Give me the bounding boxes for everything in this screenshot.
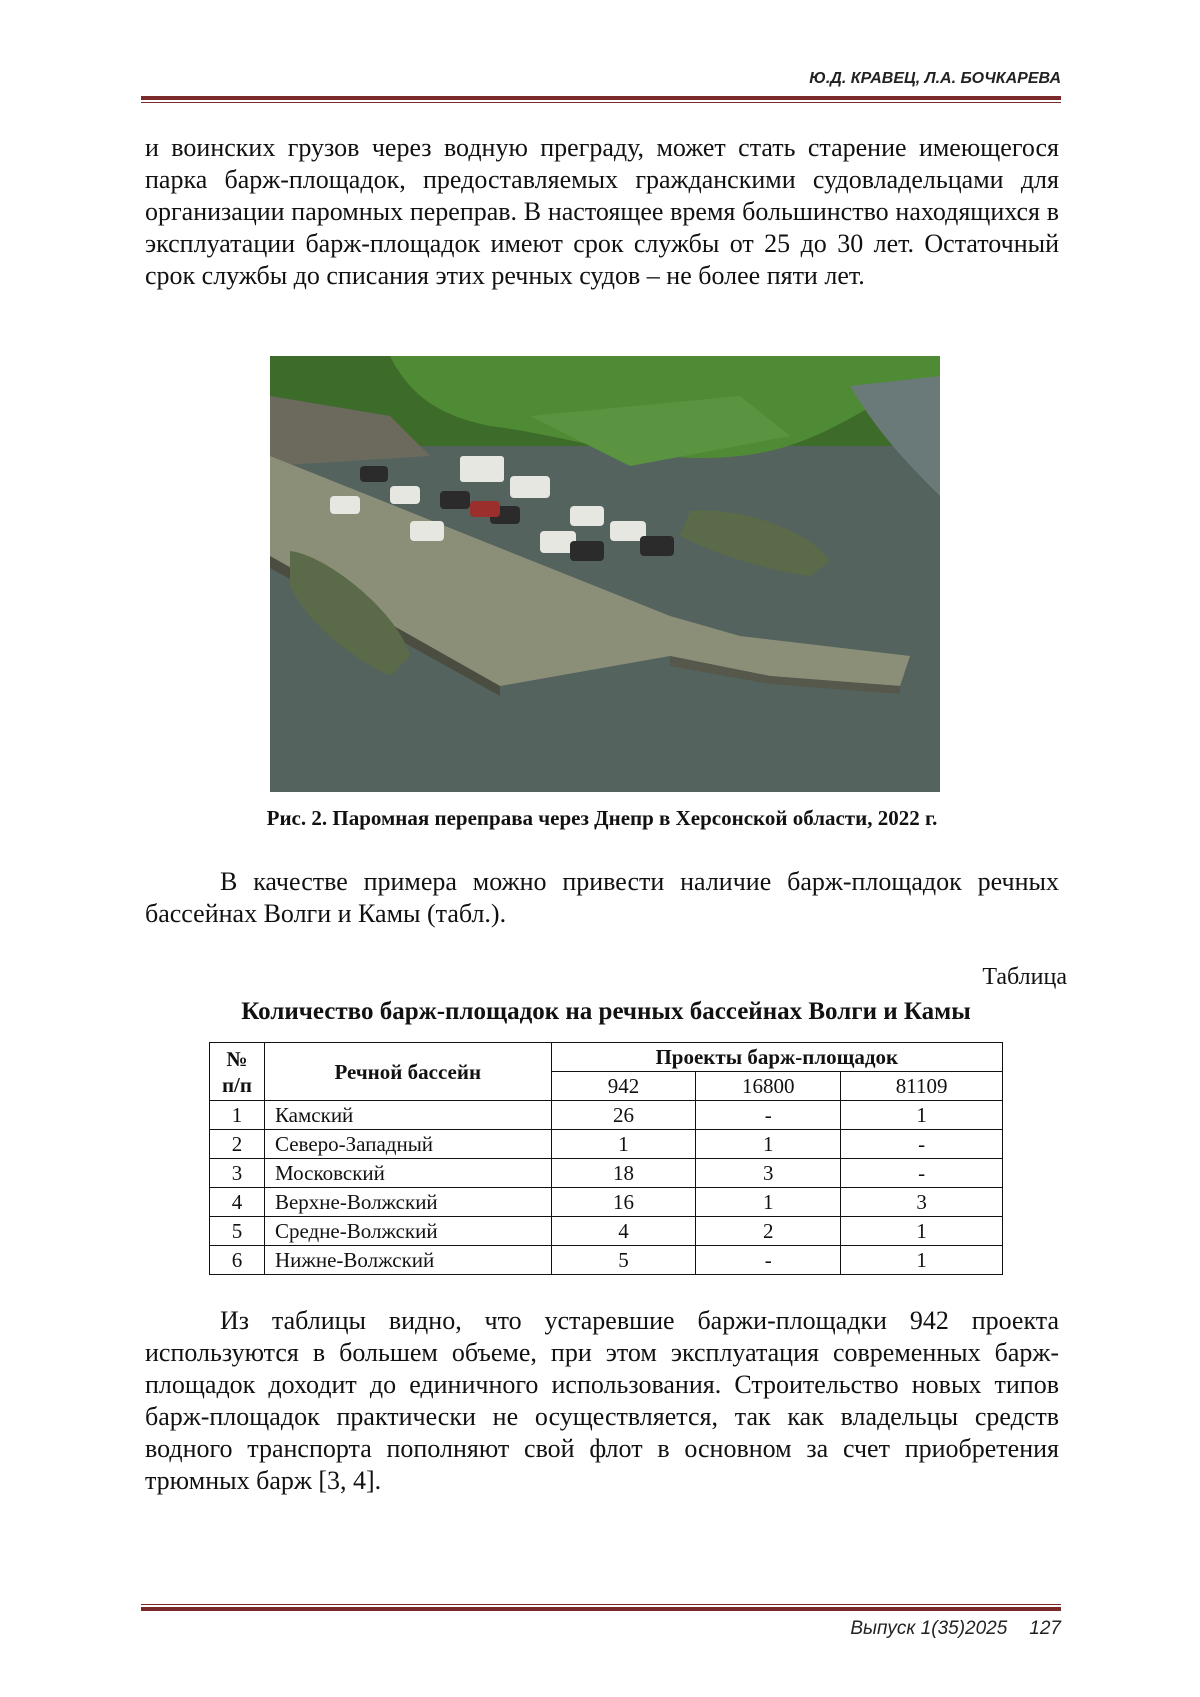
table-title: Количество барж-площадок на речных бассейнах Волги и Камы [241, 998, 971, 1025]
header-number: № п/п [210, 1043, 265, 1101]
header-project-942: 942 [551, 1072, 696, 1101]
page-number: 127 [1029, 1618, 1061, 1639]
cell-81109: 1 [841, 1246, 1003, 1275]
cell-942: 18 [551, 1159, 696, 1188]
header-project-81109: 81109 [841, 1072, 1003, 1101]
issue-label: Выпуск 1(35)2025 [850, 1618, 1008, 1639]
cell-number: 5 [210, 1217, 265, 1246]
table-row [210, 1188, 1003, 1217]
cell-81109: - [841, 1130, 1003, 1159]
table-row [210, 1159, 1003, 1188]
cell-81109: 1 [841, 1101, 1003, 1130]
cell-basin: Северо-Западный [264, 1130, 551, 1159]
cell-942: 4 [551, 1217, 696, 1246]
barge-table [209, 1042, 1003, 1275]
table-row [210, 1130, 1003, 1159]
cell-16800: - [696, 1101, 841, 1130]
header-project-16800: 16800 [696, 1072, 841, 1101]
paragraph-3: Из таблицы видно, что устаревшие баржи-площадки 942 проекта используются в большем объеме, при этом эксплуатация современных барж-площадок доходит до единичного использования. Строительство новых типов барж-площадок практически не осуществляется, так как владельцы средств водного транспорта пополняют свой флот в основном за счет приобретения трюмных барж [3, 4]. [145, 1306, 1059, 1495]
table-row [210, 1101, 1003, 1130]
cell-basin: Московский [264, 1159, 551, 1188]
cell-16800: 1 [696, 1130, 841, 1159]
ferry-crossing-photo [270, 356, 940, 792]
cell-basin: Верхне-Волжский [264, 1188, 551, 1217]
cell-16800: 3 [696, 1159, 841, 1188]
paragraph-1: и воинских грузов через водную преграду, может стать старение имеющегося парка барж-площадок, предоставляемых гражданскими судовладельцами для организации паромных переправ. В настоящее время большинство находящихся в эксплуатации барж-площадок имеют срок службы от 25 до 30 лет. Остаточный срок службы до списания этих речных судов – не более пяти лет. [145, 133, 1059, 290]
page-footer [141, 1618, 1061, 1640]
cell-basin: Средне-Волжский [264, 1217, 551, 1246]
cell-number: 4 [210, 1188, 265, 1217]
cell-16800: 2 [696, 1217, 841, 1246]
paragraph-2: В качестве примера можно привести наличие барж-площадок речных бассейнах Волги и Камы (табл.). [145, 867, 1059, 928]
header-rule [141, 96, 1061, 103]
cell-basin: Камский [264, 1101, 551, 1130]
table-row [210, 1246, 1003, 1275]
cell-number: 2 [210, 1130, 265, 1159]
cell-942: 26 [551, 1101, 696, 1130]
header-projects: Проекты барж-площадок [551, 1043, 1002, 1072]
cell-number: 3 [210, 1159, 265, 1188]
cell-number: 6 [210, 1246, 265, 1275]
cell-basin: Нижне-Волжский [264, 1246, 551, 1275]
running-head-authors: Ю.Д. КРАВЕЦ, Л.А. БОЧКАРЕВА [809, 70, 1061, 87]
cell-81109: 3 [841, 1188, 1003, 1217]
cell-16800: 1 [696, 1188, 841, 1217]
table-header-row [210, 1043, 1003, 1072]
cell-81109: 1 [841, 1217, 1003, 1246]
table-label: Таблица [982, 964, 1067, 990]
cell-942: 5 [551, 1246, 696, 1275]
cell-number: 1 [210, 1101, 265, 1130]
cell-81109: - [841, 1159, 1003, 1188]
cell-942: 16 [551, 1188, 696, 1217]
cell-16800: - [696, 1246, 841, 1275]
footer-rule [141, 1604, 1061, 1611]
cell-942: 1 [551, 1130, 696, 1159]
table-row [210, 1217, 1003, 1246]
figure-caption: Рис. 2. Паромная переправа через Днепр в Херсонской области, 2022 г. [266, 806, 938, 830]
header-basin: Речной бассейн [264, 1043, 551, 1101]
